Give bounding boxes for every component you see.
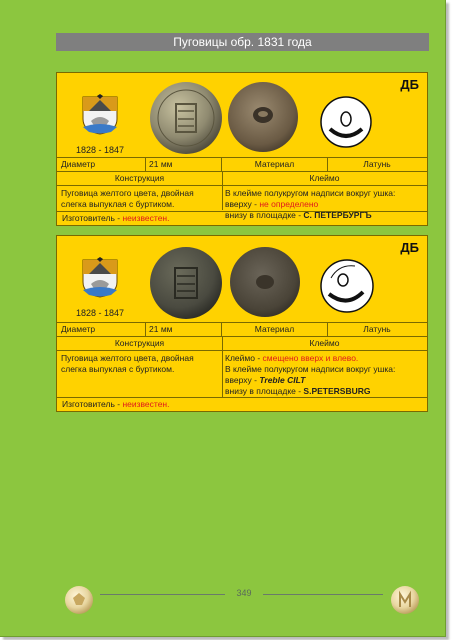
headers-row [57, 171, 427, 185]
button-back-photo [227, 81, 299, 153]
material-value: Латунь [363, 324, 391, 334]
material-label: Материал [222, 158, 328, 171]
stamp-label: Клеймо [309, 173, 340, 183]
coat-of-arms-icon [81, 91, 119, 135]
description-text: Пуговица желтого цвета, двойная слегка выпуклая с буртиком. [61, 353, 194, 374]
stamp-line-top: вверху - Treble CILT [225, 375, 306, 385]
page-number: 349 [236, 588, 252, 598]
button-card-1 [56, 72, 428, 226]
stamp-line-bottom: внизу в площадке - С. ПЕТЕРБУРГЪ [225, 210, 372, 220]
button-back-photo [229, 246, 301, 318]
stamp-line-top: вверху - не определено [225, 199, 319, 209]
stamp-diagram [319, 95, 373, 149]
diameter-value: 21 мм [149, 323, 222, 336]
mark-label: ДБ [400, 240, 419, 255]
stamp-line-bottom: внизу в площадке - S.PETERSBURG [225, 386, 371, 396]
headers-row [57, 336, 427, 350]
page-title: Пуговицы обр. 1831 года [56, 33, 429, 51]
diameter-label: Диаметр [61, 158, 146, 171]
material-label: Материал [222, 323, 328, 336]
coat-of-arms-icon [81, 254, 119, 298]
years-label: 1828 - 1847 [75, 145, 125, 155]
stamp-line-offset: Клеймо - смещено вверх и влево. [225, 353, 359, 363]
description-block [57, 350, 427, 397]
stamp-line: В клейме полукругом надписи вокруг ушка: [225, 188, 396, 198]
construction-label: Конструкция [57, 172, 223, 185]
stamp-line: В клейме полукругом надписи вокруг ушка: [225, 364, 396, 374]
stamp-text [225, 353, 425, 397]
years-label: 1828 - 1847 [75, 308, 125, 318]
button-front-photo [149, 246, 223, 320]
mark-label: ДБ [400, 77, 419, 92]
footer-divider-right [263, 594, 383, 595]
button-card-2 [56, 235, 428, 412]
stamp-diagram [319, 258, 375, 314]
stamp-label: Клеймо [309, 338, 340, 348]
button-front-photo [149, 81, 223, 155]
diameter-value: 21 мм [149, 158, 222, 171]
material-value: Латунь [363, 159, 391, 169]
right-medallion-icon [390, 585, 420, 615]
specs-row [57, 157, 427, 171]
left-medallion-icon [64, 585, 94, 615]
construction-label: Конструкция [57, 337, 223, 350]
footer-divider-left [100, 594, 225, 595]
description-text: Пуговица желтого цвета, двойная слегка выпуклая с буртиком. [61, 188, 194, 209]
specs-row [57, 322, 427, 336]
maker-row: Изготовитель - неизвестен. [57, 397, 427, 410]
diameter-label: Диаметр [61, 323, 146, 336]
maker-row: Изготовитель - неизвестен. [57, 211, 427, 224]
